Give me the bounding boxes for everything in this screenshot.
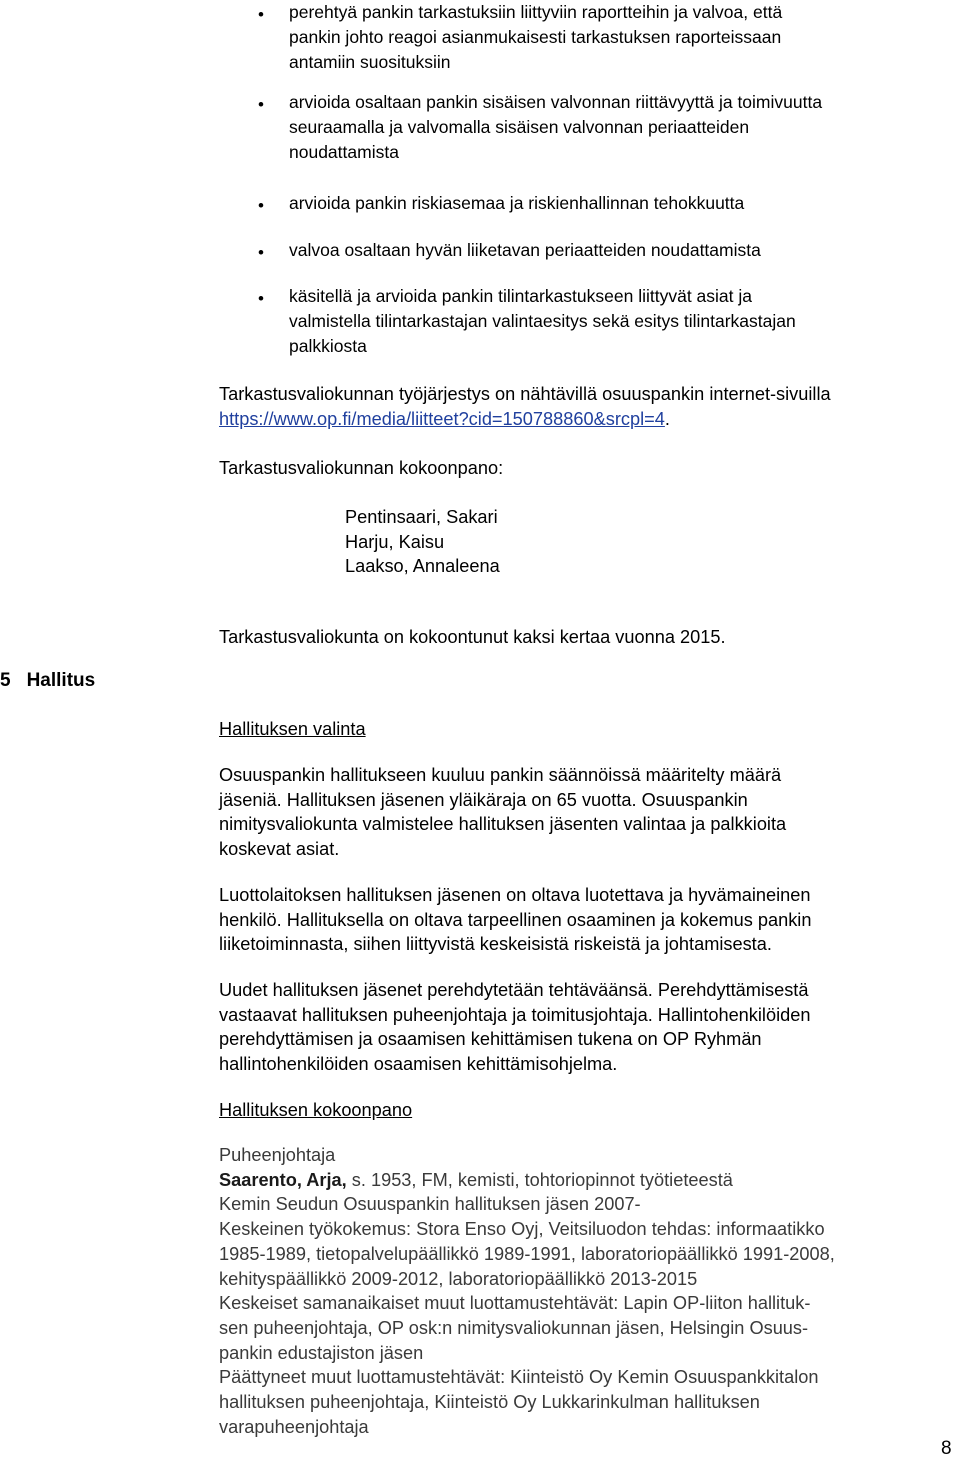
bullet-icon: • bbox=[258, 95, 264, 114]
list-item: valvoa osaltaan hyvän liiketavan periaatteiden noudattamista bbox=[289, 240, 761, 260]
board-selection-paragraph-3: Uudet hallituksen jäsenet perehdytetään tehtäväänsä. Perehdyttämisestä vastaavat hallituksen puheenjohtaja ja toimitusjohtaja. Hallintohenkilöiden perehdyttämisen ja osaamisen kehittämisen tukena on OP Ryhmän hallintohenkilöiden osaamisen kehittämisohjelma. bbox=[219, 980, 811, 1075]
list-item: Pentinsaari, Sakari bbox=[345, 507, 498, 527]
section-number: 5 bbox=[0, 670, 11, 691]
member-role: Puheenjohtaja bbox=[219, 1145, 336, 1165]
member-name: Saarento, Arja, bbox=[219, 1169, 347, 1190]
list-item: arvioida pankin riskiasemaa ja riskienhallinnan tehokkuutta bbox=[289, 193, 745, 213]
board-selection-paragraph-2: Luottolaitoksen hallituksen jäsenen on oltava luotettava ja hyvämaineinen henkilö. Hallituksella on oltava tarpeellinen osaaminen ja kokemus pankin liiketoiminnasta, siihen liittyvistä keskeisistä riskeistä ja johtamisesta. bbox=[219, 885, 812, 955]
bullet-icon: • bbox=[258, 196, 264, 215]
bullet-icon: • bbox=[258, 243, 264, 262]
work-order-link[interactable]: https://www.op.fi/media/liitteet?cid=150788860&srcpl=4 bbox=[219, 408, 665, 429]
board-selection-heading: Hallituksen valinta bbox=[219, 719, 366, 739]
board-selection-paragraph-1: Osuuspankin hallitukseen kuuluu pankin säännöissä määritelty määrä jäseniä. Hallituksen jäsenen yläikäraja on 65 vuotta. Osuuspankin nimitysvaliokunta valmistelee hallituksen jäsenten valintaa ja palkkioita koskevat asiat. bbox=[219, 765, 787, 860]
page-number: 8 bbox=[941, 1438, 952, 1459]
board-member-profile: Puheenjohtaja Saarento, Arja, s. 1953, FM, kemisti, tohtoriopinnot työtieteestä Kemin Seudun Osuuspankin hallituksen jäsen 2007- Keskeinen työkokemus: Stora Enso Oyj, Veitsiluodon tehdas: informaatikko 1985-1989, tietopalvelupäällikkö 1989-1991, laboratoriopäällikkö 1991-2008, kehityspäällikkö 2009-2012, laboratoriopäällikkö 2013-2015 Keskeiset samanaikaiset muut luottamustehtävät: Lapin OP-liiton hallituk- sen puheenjohtaja, OP osk:n nimitysvaliokunnan jäsen, Helsingin Osuus- pankin edustajiston jäsen Päättyneet muut luottamustehtävät: Kiinteistö Oy Kemin Osuuspankkitalon hallituksen puheenjohtaja, Kiinteistö Oy Lukkarinkulman hallituksen varapuheenjohtaja bbox=[219, 1145, 835, 1437]
bullet-icon: • bbox=[258, 289, 264, 308]
committee-composition-heading: Tarkastusvaliokunnan kokoonpano: bbox=[219, 458, 504, 478]
list-item: arvioida osaltaan pankin sisäisen valvonnan riittävyyttä ja toimivuutta seuraamalla ja valvomalla sisäisen valvonnan periaatteiden noudattamista bbox=[289, 92, 823, 162]
section-heading bbox=[0, 670, 95, 692]
list-item: käsitellä ja arvioida pankin tilintarkastukseen liittyvät asiat ja valmistella tilintarkastajan valintaesitys sekä esitys tilintarkastajan palkkiosta bbox=[289, 286, 796, 356]
work-order-paragraph: Tarkastusvaliokunnan työjärjestys on nähtävillä osuuspankin internet-sivuilla https://www.op.fi/media/liitteet?cid=150788860&srcpl=4. bbox=[219, 384, 831, 429]
meetings-text: Tarkastusvaliokunta on kokoontunut kaksi kertaa vuonna 2015. bbox=[219, 627, 726, 647]
list-item: perehtyä pankin tarkastuksiin liittyviin raportteihin ja valvoa, että pankin johto reagoi asianmukaisesti tarkastuksen raporteissaan antamiin suosituksiin bbox=[289, 2, 783, 72]
section-title: Hallitus bbox=[26, 670, 96, 691]
list-item: Harju, Kaisu bbox=[345, 531, 445, 552]
list-item: Laakso, Annaleena bbox=[345, 556, 500, 577]
board-composition-heading: Hallituksen kokoonpano bbox=[219, 1100, 413, 1120]
committee-member-list bbox=[345, 505, 500, 579]
bullet-icon: • bbox=[258, 5, 264, 24]
